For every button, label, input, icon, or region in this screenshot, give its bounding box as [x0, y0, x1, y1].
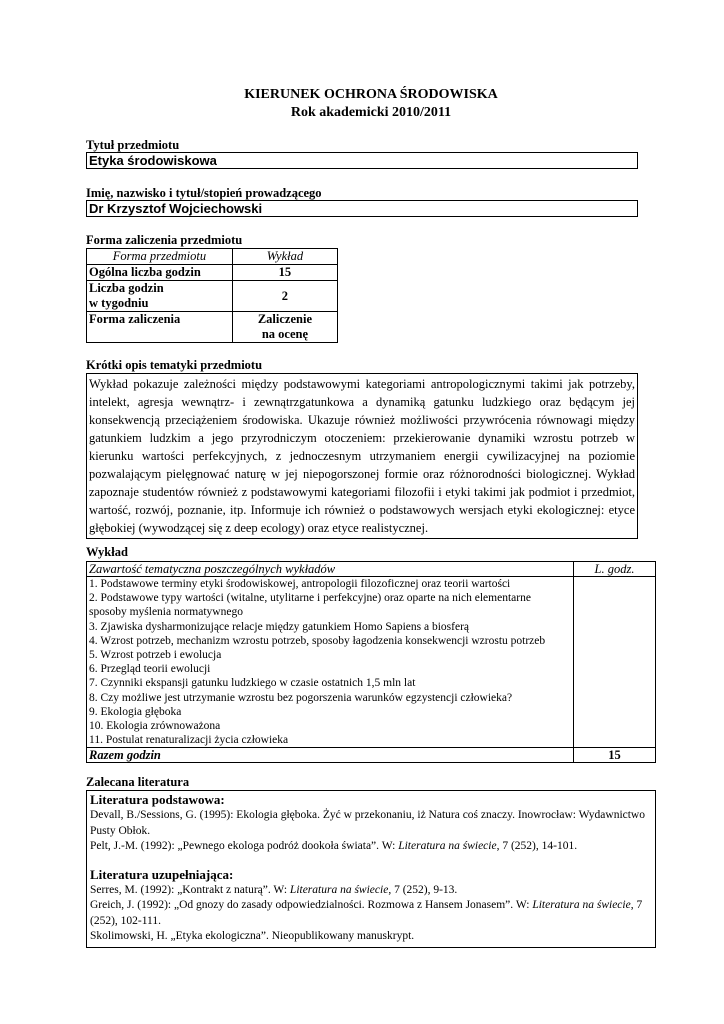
academic-year: Rok akademicki 2010/2011: [290, 105, 452, 120]
lectures-topics-cell: [87, 577, 574, 748]
supplementary-literature-heading: Literatura uzupełniająca:: [90, 866, 234, 882]
literature-entry: Devall, B./Sessions, G. (1995): Ekologia głęboka. Żyć w przekonaniu, iż Natura coś znaczy. Inowrocław: Wydawnictwo Pusty Obłok.: [90, 809, 645, 837]
lecture-topic: 2. Podstawowe typy wartości (witalne, utylitarne i perfekcyjne) oraz oparte na nich elementarne sposoby myślenia normatywnego: [89, 592, 531, 619]
lectures-total-value: 15: [574, 748, 656, 763]
lectures-hours-cell: [574, 577, 656, 748]
basic-literature-heading: Literatura podstawowa:: [90, 792, 225, 807]
literature-box: [86, 790, 656, 948]
literature-label: Zalecana literatura: [86, 775, 190, 789]
assessment-header-form: Forma przedmiotu: [87, 249, 233, 265]
lectures-label: Wykład: [86, 545, 128, 559]
lecture-topic: 3. Zjawiska dysharmonizujące relacje między gatunkiem Homo Sapiens a biosferą: [89, 620, 470, 633]
assessment-row-weekly: [87, 281, 338, 312]
lecture-topic: 4. Wzrost potrzeb, mechanizm wzrostu potrzeb, sposoby łagodzenia konsekwencji wzrostu potrzeb: [89, 634, 546, 647]
subject-value: Etyka środowiskowa: [89, 153, 217, 168]
lecture-topic: 9. Ekologia głęboka: [89, 705, 182, 718]
lecturer-value: Dr Krzysztof Wojciechowski: [89, 201, 263, 216]
total-hours-label: Ogólna liczba godzin: [87, 265, 233, 281]
lecture-topic: 5. Wzrost potrzeb i ewolucja: [89, 649, 222, 662]
lectures-total-label: Razem godzin: [87, 748, 574, 763]
lecturer-box: [86, 200, 638, 217]
assessment-header-lecture: Wykład: [232, 249, 337, 265]
description-box: Wykład pokazuje zależności między podstawowymi kategoriami antropologicznymi takimi jak potrzeby, intelekt, agresja wewnątrz- i zewnątrzgatunkowa a dynamiką gatunku ludzkiego oraz będącym jej konsekwencją przeciążeniem środowiska. Ukazuje również możliwości przywrócenia równowagi między gatunkiem ludzkim a jego przyrodniczym otoczeniem: przekierowanie dynamiki wzrostu potrzeb w kierunku wartości perfekcyjnych, z jednoczesnym utrzymaniem energii cywilizacyjnej na poziomie pozwalającym pielęgnować naturę w jej niepogorszonej formie oraz różnorodności biologicznej. Wykład zapoznaje studentów również z podstawowymi kategoriami filozofii i etyki takimi jak podmiot i przedmiot, wartość, rozwój, poznanie, itp. Informuje ich również o podstawowych wersjach etyki ekologicznej: etyce głębokiej (wywodzącej się z deep ecology) oraz etyce realistycznej.: [86, 373, 638, 539]
assessment-row-hours: [87, 265, 338, 281]
lecture-topic: 7. Czynniki ekspansji gatunku ludzkiego w czasie ostatnich 1,5 mln lat: [89, 677, 416, 690]
literature-entry: Skolimowski, H. „Etyka ekologiczna”. Nieopublikowany manuskrypt.: [90, 930, 415, 942]
assessment-table: [86, 248, 338, 343]
description-label: Krótki opis tematyki przedmiotu: [86, 358, 263, 372]
weekly-hours-label-line2: w tygodniu: [89, 296, 149, 310]
lectures-total-row: [87, 748, 656, 763]
lectures-header-row: [87, 562, 656, 577]
lecturer-label: Imię, nazwisko i tytuł/stopień prowadzącego: [86, 186, 322, 200]
subject-box: [86, 152, 638, 169]
subject-label: Tytuł przedmiotu: [86, 138, 180, 152]
lectures-hours-header: L. godz.: [574, 562, 656, 577]
assessment-row-form: [87, 312, 338, 343]
lecture-topic: 6. Przegląd teorii ewolucji: [89, 663, 211, 676]
lecture-topic: 11. Postulat renaturalizacji życia człowieka: [89, 734, 289, 747]
assessment-form-value: [232, 312, 337, 343]
lecture-topic: 10. Ekologia zrównoważona: [89, 720, 221, 733]
assessment-header-row: [87, 249, 338, 265]
lecture-topic: 1. Podstawowe terminy etyki środowiskowej, antropologii filozoficznej oraz teorii wartości: [89, 578, 511, 590]
lecture-topic: 8. Czy możliwe jest utrzymanie wzrostu bez pogorszenia warunków egzystencji człowieka?: [89, 691, 513, 704]
document-title: KIERUNEK OCHRONA ŚRODOWISKA: [244, 87, 498, 102]
assessment-form-label: Forma zaliczenia: [87, 312, 233, 343]
assessment-label: Forma zaliczenia przedmiotu: [86, 233, 243, 247]
literature-entry: Greich, J. (1992): „Od gnozy do zasady odpowiedzialności. Rozmowa z Hansem Jonasem”. W: Literatura na świecie, 7 (252), 102-111.: [90, 899, 643, 927]
lectures-table: [86, 561, 656, 763]
assessment-form-value-line2: na ocenę: [261, 327, 309, 341]
weekly-hours-value: 2: [232, 281, 337, 312]
assessment-form-value-line1: Zaliczenie: [257, 312, 312, 326]
lectures-topic-header: Zawartość tematyczna poszczególnych wykładów: [87, 562, 574, 577]
total-hours-value: 15: [232, 265, 337, 281]
literature-entry: Pelt, J.-M. (1992): „Pewnego ekologa podróż dookoła świata”. W: Literatura na świecie, 7 (252), 14-101.: [90, 840, 578, 852]
weekly-hours-label-line1: Liczba godzin: [89, 281, 164, 295]
weekly-hours-label: [87, 281, 233, 312]
literature-entry: Serres, M. (1992): „Kontrakt z naturą”. W: Literatura na świecie, 7 (252), 9-13.: [90, 883, 458, 896]
lectures-topics-row: [87, 577, 656, 748]
